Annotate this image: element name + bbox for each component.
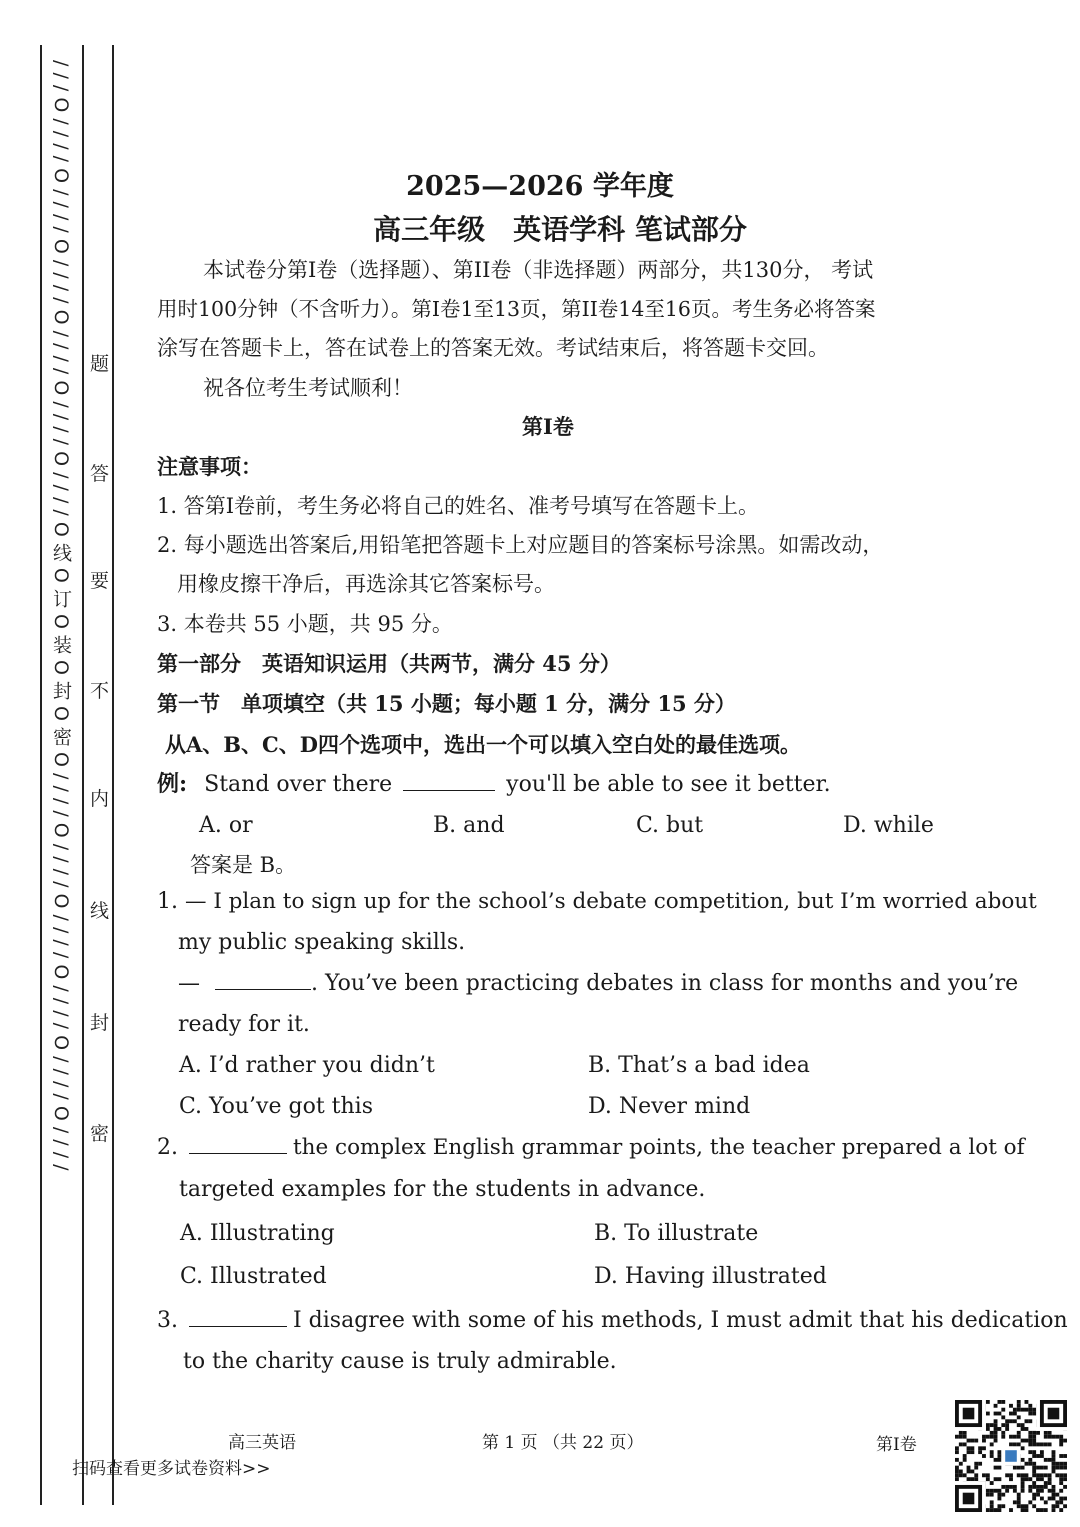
question-number: 2. <box>157 1135 178 1160</box>
example-answer: 答案是 B。 <box>190 853 297 877</box>
intro-line-1: 本试卷分第I卷（选择题）、第II卷（非选择题）两部分，共130分， 考试 <box>203 258 874 282</box>
dash: — <box>178 971 200 996</box>
example-stem-end: you'll be able to see it better. <box>506 772 831 797</box>
question-text: the complex English grammar points, the teacher prepared a lot of <box>293 1135 1025 1160</box>
qr-code-graphic <box>955 1400 1067 1512</box>
example-stem-start: Stand over there <box>204 772 393 797</box>
intro-line-3: 涂写在答题卡上，答在试卷上的答案无效。考试结束后，将答题卡交回。 <box>157 336 829 360</box>
instruction-text: 从A、B、C、D四个选项中，选出一个可以填入空白处的最佳选项。 <box>165 732 801 757</box>
intro-wish: 祝各位考生考试顺利！ <box>203 376 413 400</box>
example-option-d: D. while <box>843 813 934 838</box>
margin-char: 要 <box>90 570 110 592</box>
example-stem <box>157 770 831 799</box>
question-2-line-2: targeted examples for the students in advance. <box>179 1177 706 1202</box>
margin-line-left <box>40 45 42 1505</box>
question-1-line-3 <box>178 970 1018 998</box>
margin-char: 不 <box>90 680 110 702</box>
question-number: 1. <box>157 889 178 914</box>
note-item-1: 1. 答第I卷前，考生务必将自己的姓名、准考号填写在答题卡上。 <box>157 494 760 518</box>
example-option-b: B. and <box>433 813 505 838</box>
footer-subject: 高三英语 <box>228 1433 296 1453</box>
qr-code[interactable] <box>955 1400 1067 1512</box>
question-1-option-a: A. I’d rather you didn’t <box>179 1053 435 1078</box>
note-item-3: 3. 本卷共 55 小题，共 95 分。 <box>157 612 453 636</box>
seal-line-strip: / / / O / / / / O / / / / O / / / / O / / / / O / / / / O / / / / O 线 O 订 O 装 O 封 O 密 O / / / / O / / / / O / / / / O / / / / O / / / / O / / / / <box>50 60 72 1171</box>
question-number: 3. <box>157 1308 178 1333</box>
question-1-option-d: D. Never mind <box>588 1094 751 1119</box>
example-option-c: C. but <box>636 813 704 838</box>
exam-subject-title: 高三年级 英语学科 笔试部分 <box>373 213 747 246</box>
question-2-option-c: C. Illustrated <box>180 1264 327 1289</box>
answer-blank <box>403 772 495 791</box>
question-3-line-1 <box>157 1307 1068 1335</box>
question-text: . You’ve been practicing debates in class for months and you’re <box>311 971 1019 996</box>
section-one-heading: 第一节 单项填空（共 15 小题；每小题 1 分，满分 15 分） <box>157 691 736 716</box>
answer-blank <box>189 1308 287 1327</box>
intro-line-2: 用时100分钟（不含听力）。第I卷1至13页，第II卷14至16页。考生务必将答案 <box>157 297 876 321</box>
answer-blank <box>189 1135 287 1154</box>
margin-char: 封 <box>90 1012 110 1034</box>
question-text: I disagree with some of his methods, I must admit that his dedication <box>293 1308 1068 1333</box>
margin-char: 线 <box>90 900 110 922</box>
margin-char: 答 <box>90 463 110 485</box>
question-1-line-4: ready for it. <box>178 1012 310 1037</box>
note-item-2: 2. 每小题选出答案后,用铅笔把答题卡上对应题目的答案标号涂黑。如需改动， <box>157 533 884 557</box>
example-label: 例: <box>157 771 188 797</box>
question-2-option-a: A. Illustrating <box>180 1221 335 1246</box>
question-1-option-c: C. You’ve got this <box>179 1094 373 1119</box>
question-text: — I plan to sign up for the school’s debate competition, but I’m worried about <box>185 889 1037 914</box>
notes-heading: 注意事项： <box>157 454 262 479</box>
answer-blank <box>215 971 311 990</box>
volume-title: 第I卷 <box>522 414 574 439</box>
question-2-line-1 <box>157 1134 1025 1162</box>
exam-year-title: 2025—2026 学年度 <box>406 171 674 202</box>
margin-char: 密 <box>90 1123 110 1145</box>
scan-prompt-link[interactable]: 扫码查看更多试卷资料>> <box>72 1459 271 1479</box>
part-one-heading: 第一部分 英语知识运用（共两节，满分 45 分） <box>157 651 621 676</box>
footer-page-number: 第 1 页 （共 22 页） <box>482 1433 644 1453</box>
margin-char: 题 <box>90 353 110 375</box>
example-option-a: A. or <box>199 813 253 838</box>
margin-line-right <box>112 45 114 1505</box>
question-2-option-b: B. To illustrate <box>594 1221 759 1246</box>
question-3-line-2: to the charity cause is truly admirable. <box>183 1349 617 1374</box>
margin-char: 内 <box>90 788 110 810</box>
margin-line-middle <box>82 45 84 1505</box>
question-1-line-1 <box>157 888 1037 916</box>
question-1-option-b: B. That’s a bad idea <box>588 1053 810 1078</box>
note-item-2-cont: 用橡皮擦干净后，再选涂其它答案标号。 <box>177 572 555 596</box>
question-2-option-d: D. Having illustrated <box>594 1264 827 1289</box>
question-1-line-2: my public speaking skills. <box>178 930 466 955</box>
footer-volume: 第I卷 <box>876 1435 917 1455</box>
